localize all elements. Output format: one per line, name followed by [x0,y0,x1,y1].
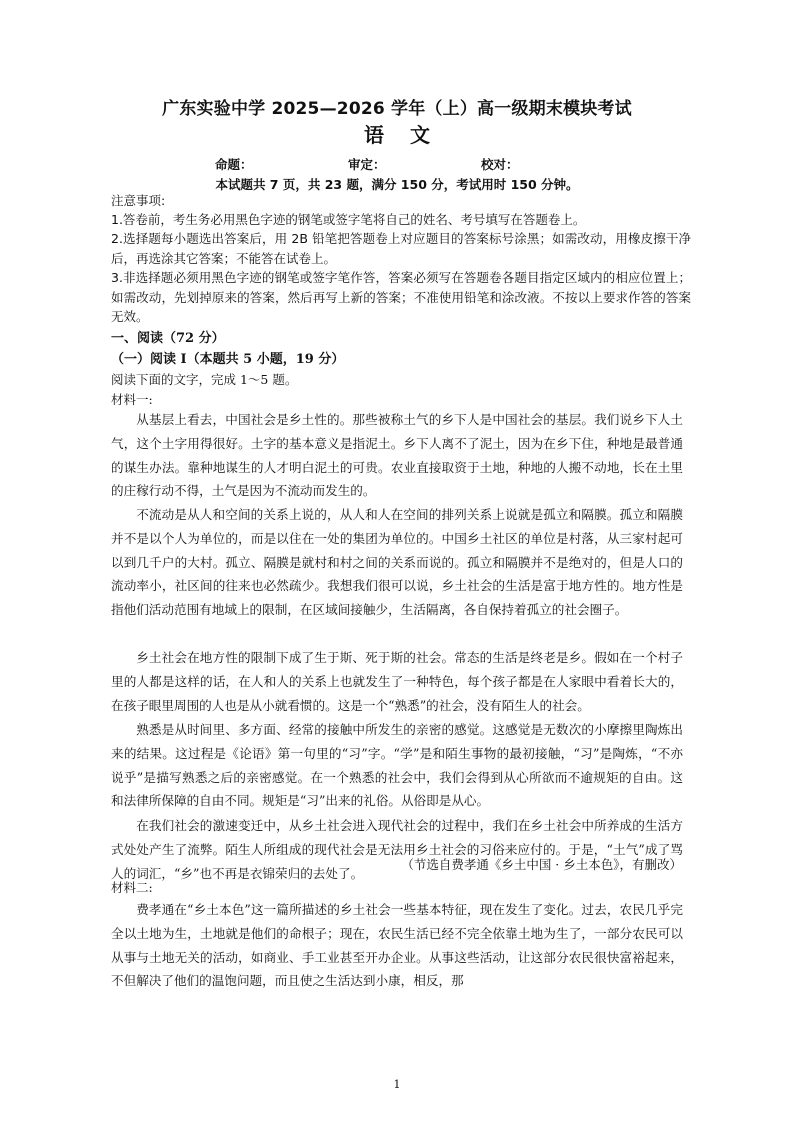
proofreader-label: 校对： [481,157,519,172]
notice-item-3: 3.非选择题必须用黑色字迹的钢笔或签字笔作答，答案必须写在答题卷各题目指定区域内的相应位置上；如需改动，先划掉原来的答案，然后再写上新的答案；不准使用铅笔和涂改液。不按以上要求作答的答案无效。 [111,270,691,324]
subsection-title: （一）阅读 I（本题共 5 小题，19 分） [111,352,345,367]
notice-item-1: 1.答卷前，考生务必用黑色字迹的钢笔或签字笔将自己的姓名、考号填写在答题卷上。 [111,212,586,227]
exam-info: 本试题共 7 页，共 23 题，满分 150 分，考试用时 150 分钟。 [215,177,579,192]
material2-paragraph: 费孝通在“乡土本色”这一篇所描述的乡土社会一些基本特征，现在发生了变化。过去，农民几乎完全以土地为生，土地就是他们的命根子；现在，农民生活已经不完全依靠土地为生了，一部分农民可以从事与土地无关的活动，如商业、手工业甚至开办企业。从事这些活动，让这部分农民很快富裕起来，不但解决了他们的温饱问题，而且使之生活达到小康，相反，那 [111,902,683,989]
reading-instruction: 阅读下面的文字，完成 1～5 题。 [111,372,298,387]
material1-paragraph: 在我们社会的激速变迁中，从乡土社会进入现代社会的过程中，我们在乡土社会中所养成的生活方式处处产生了流弊。陌生人所组成的现代社会是无法用乡土社会的习俗来应付的。于是，“土气”成了骂人的词汇，“乡”也不再是衣锦荣归的去处了。 [111,818,683,881]
notice-heading: 注意事项: [111,193,166,208]
material1-paragraph: 熟悉是从时间里、多方面、经常的接触中所发生的亲密的感觉。这感觉是无数次的小摩擦里陶炼出来的结果。这过程是《论语》第一句里的“习”字。“学”是和陌生事物的最初接触，“习”是陶炼，“不亦说乎”是描写熟悉之后的亲密感觉。在一个熟悉的社会中，我们会得到从心所欲而不逾规矩的自由。这和法律所保障的自由不同。规矩是“习”出来的礼俗。从俗即是从心。 [111,722,683,809]
proposer-label: 命题： [215,157,253,172]
material1-paragraph: 不流动是从人和空间的关系上说的，从人和人在空间的排列关系上说就是孤立和隔膜。孤立和隔膜并不是以个人为单位的，而是以住在一处的集团为单位的。中国乡土社区的单位是村落，从三家村起可以到几千户的大村。孤立、隔膜是就村和村之间的关系而说的。孤立和隔膜并不是绝对的，但是人口的流动率小，社区间的往来也必然疏少。我想我们很可以说，乡土社会的生活是富于地方性的。地方性是指他们活动范围有地域上的限制，在区域间接触少，生活隔离，各自保持着孤立的社会圈子。 [111,507,683,618]
exam-title: 广东实验中学 2025—2026 学年（上）高一级期末模块考试 [162,99,632,119]
reviewer-label: 审定： [348,157,386,172]
material1-label: 材料一: [111,392,153,407]
subject-title: 语文 [364,123,456,147]
section-title: 一、阅读（72 分） [111,331,225,346]
material1-paragraph: 从基层上看去，中国社会是乡土性的。那些被称土气的乡下人是中国社会的基层。我们说乡下人土气，这个土字用得很好。土字的基本意义是指泥土。乡下人离不了泥土，因为在乡下住，种地是最普通的谋生办法。靠种地谋生的人才明白泥土的可贵。农业直接取资于土地，种地的人搬不动地，长在土里的庄稼行动不得，土气是因为不流动而发生的。 [111,412,683,499]
material2-label: 材料二: [111,880,153,895]
page-number: 1 [393,1078,401,1091]
material1-source: （节选自费孝通《乡土中国 · 乡土本色》，有删改） [401,857,682,872]
material1-paragraph: 乡土社会在地方性的限制下成了生于斯、死于斯的社会。常态的生活是终老是乡。假如在一个村子里的人都是这样的话，在人和人的关系上也就发生了一种特色，每个孩子都是在人家眼中看着长大的，在孩子眼里周围的人也是从小就看惯的。这是一个“熟悉”的社会，没有陌生人的社会。 [111,650,683,713]
notice-item-2: 2.选择题每小题选出答案后，用 2B 铅笔把答题卷上对应题目的答案标号涂黑；如需改动，用橡皮擦干净后，再选涂其它答案；不能答在试卷上。 [111,231,691,266]
